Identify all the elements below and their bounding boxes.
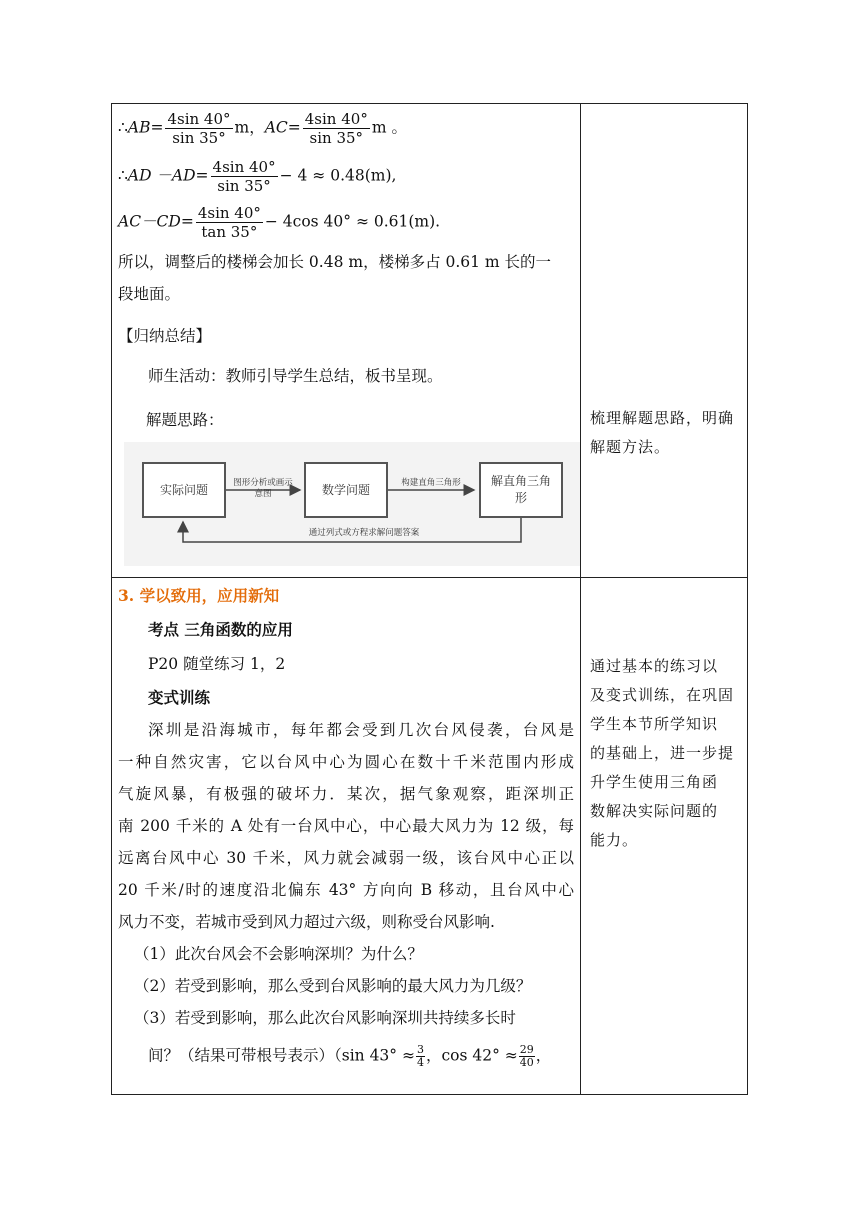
note-line-4: 的基础上，进一步提: [590, 744, 735, 762]
conclusion-line-1: 所以，调整后的楼梯会加长 0.48 m，楼梯多占 0.61 m 长的一: [118, 253, 552, 271]
box-math-problem: 数学问题: [304, 462, 388, 518]
topic-heading: 考点 三角函数的应用: [148, 620, 293, 639]
exercise-reference: P20 随堂练习 1，2: [148, 655, 286, 673]
note-line-1: 通过基本的练习以: [590, 657, 719, 675]
practice-cell: [118, 582, 576, 1092]
question-2: （2）若受到影响，那么受到台风影响的最大风力为几级？: [134, 977, 532, 995]
problem-line-1: 深圳是沿海城市，每年都会受到几次台风侵袭，台风是: [148, 721, 574, 739]
label-feedback-loop: 通过列式或方程求解问题答案: [308, 528, 420, 538]
note-line-6: 数解决实际问题的: [590, 802, 719, 820]
solution-cell: [118, 108, 576, 576]
variant-heading: 变式训练: [148, 688, 211, 707]
label-graph-analysis: 图形分析或画示意图: [233, 478, 293, 499]
solution-approach-diagram: [124, 442, 580, 566]
teaching-intent-note-1: 梳理解题思路，明确解题方法。: [590, 409, 735, 456]
problem-line-3: 气旋风暴，有极强的破坏力．某次，据气象观察，距深圳正: [118, 785, 574, 803]
teacher-activity: 师生活动：教师引导学生总结，板书呈现。: [148, 367, 443, 385]
equation-ac-cd: AC－CD= $\frac{4\sin 40^\circ}{\tan 35^\circ}$ − 4cos 40° ≈ 0.61(m).: [118, 204, 441, 241]
box-solve-right-triangle: 解直角三角形: [479, 462, 563, 518]
equation-ad-difference: ∴AD －AD= $\frac{4\sin 40^\circ}{\sin 35^\circ}$ − 4 ≈ 0.48(m),: [118, 158, 397, 195]
question-3-line-1: （3）若受到影响，那么此次台风影响深圳共持续多长时: [134, 1009, 516, 1027]
teaching-intent-note-2: [590, 652, 742, 855]
question-3-line-2: 间？（结果可带根号表示）（sin 43° ≈ $\frac{3}{4}$ ，cos 42° ≈ $\frac{29}{40}$ ，: [148, 1043, 552, 1069]
section-title: 3. 学以致用，应用新知: [118, 586, 280, 605]
approach-label: 解题思路：: [146, 411, 224, 429]
summary-heading: 【归纳总结】: [118, 327, 212, 345]
note-line-5: 升学生使用三角函: [590, 773, 719, 791]
column-divider: [580, 104, 581, 1094]
problem-line-2: 一种自然灾害，它以台风中心为圆心在数十千米范围内形成: [118, 753, 574, 771]
problem-line-4: 南 200 千米的 A 处有一台风中心，中心最大风力为 12 级，每: [118, 817, 574, 835]
box-actual-problem: 实际问题: [142, 462, 226, 518]
question-1: （1）此次台风会不会影响深圳？为什么？: [134, 945, 423, 963]
problem-line-7: 风力不变，若城市受到风力超过六级，则称受台风影响.: [118, 913, 495, 931]
note-line-3: 学生本节所学知识: [590, 715, 719, 733]
note-line-7: 能力。: [590, 831, 639, 849]
row-divider: [112, 577, 747, 578]
conclusion-line-2: 段地面。: [118, 285, 181, 303]
problem-line-6: 20 千米/时的速度沿北偏东 43° 方向向 B 移动，且台风中心: [118, 881, 574, 899]
problem-line-5: 远离台风中心 30 千米，风力就会减弱一级，该台风中心正以: [118, 849, 574, 867]
lesson-table: [111, 103, 748, 1095]
note-line-2: 及变式训练，在巩固: [590, 686, 735, 704]
equation-ab-ac: ∴AB= $\frac{4\sin 40^\circ}{\sin 35^\circ}$ m，AC= $\frac{4\sin 40^\circ}{\sin 35^\circ}$ m 。: [118, 110, 407, 147]
label-build-right-triangle: 构建直角三角形: [401, 478, 461, 488]
